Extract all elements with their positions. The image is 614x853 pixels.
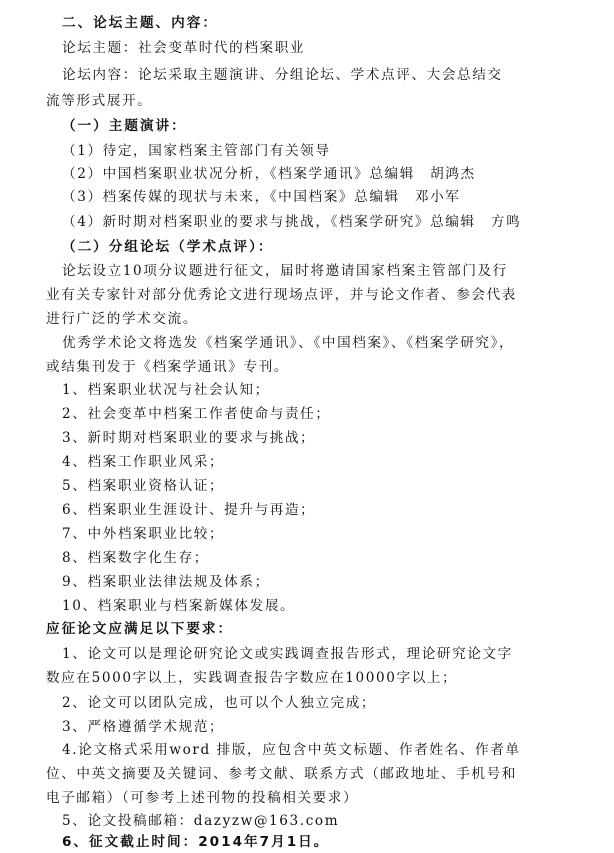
topic-item: 1、档案职业状况与社会认知； bbox=[62, 382, 270, 398]
topic-item: 4、档案工作职业风采； bbox=[62, 454, 225, 470]
subforum-paragraph-line: 进行广泛的学术交流。 bbox=[46, 311, 198, 327]
submission-deadline: 6、征文截止时间：2014年7月1日。 bbox=[62, 834, 330, 850]
requirement-line: 电子邮箱）（可参考上述刊物的投稿相关要求） bbox=[46, 790, 359, 806]
keynote-heading: （一）主题演讲： bbox=[62, 118, 187, 134]
keynote-item: （4）新时期对档案职业的要求与挑战，《档案学研究》总编辑 方鸣 bbox=[62, 214, 522, 230]
forum-content-line: 论坛内容：论坛采取主题演讲、分组论坛、学术点评、大会总结交 bbox=[62, 67, 503, 83]
section-heading: 二、论坛主题、内容： bbox=[62, 15, 218, 31]
requirements-heading: 应征论文应满足以下要求： bbox=[46, 621, 234, 637]
submission-email: 5、论文投稿邮箱：dazyzw@163.com bbox=[62, 813, 340, 829]
topic-item: 9、档案职业法律法规及体系； bbox=[62, 574, 270, 590]
topic-item: 2、社会变革中档案工作者使命与责任； bbox=[62, 406, 331, 422]
requirement-line: 位、中英文摘要及关键词、参考文献、联系方式（邮政地址、手机号和 bbox=[46, 766, 518, 782]
topic-item: 5、档案职业资格认证； bbox=[62, 478, 225, 494]
topic-item: 10、档案职业与档案新媒体发展。 bbox=[62, 598, 296, 614]
subforum-heading: （二）分组论坛（学术点评）： bbox=[62, 239, 274, 255]
forum-theme: 论坛主题：社会变革时代的档案职业 bbox=[62, 40, 306, 56]
topic-item: 7、中外档案职业比较； bbox=[62, 526, 225, 542]
requirement-line: 1、论文可以是理论研究论文或实践调查报告形式，理论研究论文字 bbox=[62, 646, 513, 662]
requirement-line: 2、论文可以团队完成，也可以个人独立完成； bbox=[62, 695, 377, 711]
subforum-paragraph-line: 优秀学术论文将选发《档案学通讯》、《中国档案》、《档案学研究》， bbox=[62, 335, 515, 351]
topic-item: 3、新时期对档案职业的要求与挑战； bbox=[62, 430, 316, 446]
subforum-paragraph-line: 或结集刊发于《档案学通讯》专刊。 bbox=[46, 359, 290, 375]
subforum-paragraph-line: 业有关专家针对部分优秀论文进行现场点评，并与论文作者、参会代表 bbox=[46, 287, 518, 303]
keynote-item: （2）中国档案职业状况分析，《档案学通讯》总编辑 胡鸿杰 bbox=[62, 166, 476, 182]
keynote-item: （3）档案传媒的现状与未来，《中国档案》总编辑 邓小军 bbox=[62, 189, 461, 205]
requirement-line: 3、严格遵循学术规范； bbox=[62, 719, 225, 735]
keynote-item: （1）待定，国家档案主管部门有关领导 bbox=[62, 143, 331, 159]
subforum-paragraph-line: 论坛设立10项分议题进行征文，届时将邀请国家档案主管部门及行 bbox=[62, 263, 508, 279]
requirement-line: 数应在5000字以上，实践调查报告字数应在10000字以上； bbox=[46, 670, 458, 686]
forum-content-line: 流等形式展开。 bbox=[46, 93, 153, 109]
requirement-line: 4.论文格式采用word 排版，应包含中英文标题、作者姓名、作者单 bbox=[62, 742, 521, 758]
topic-item: 6、档案职业生涯设计、提升与再造； bbox=[62, 502, 316, 518]
topic-item: 8、档案数字化生存； bbox=[62, 550, 209, 566]
